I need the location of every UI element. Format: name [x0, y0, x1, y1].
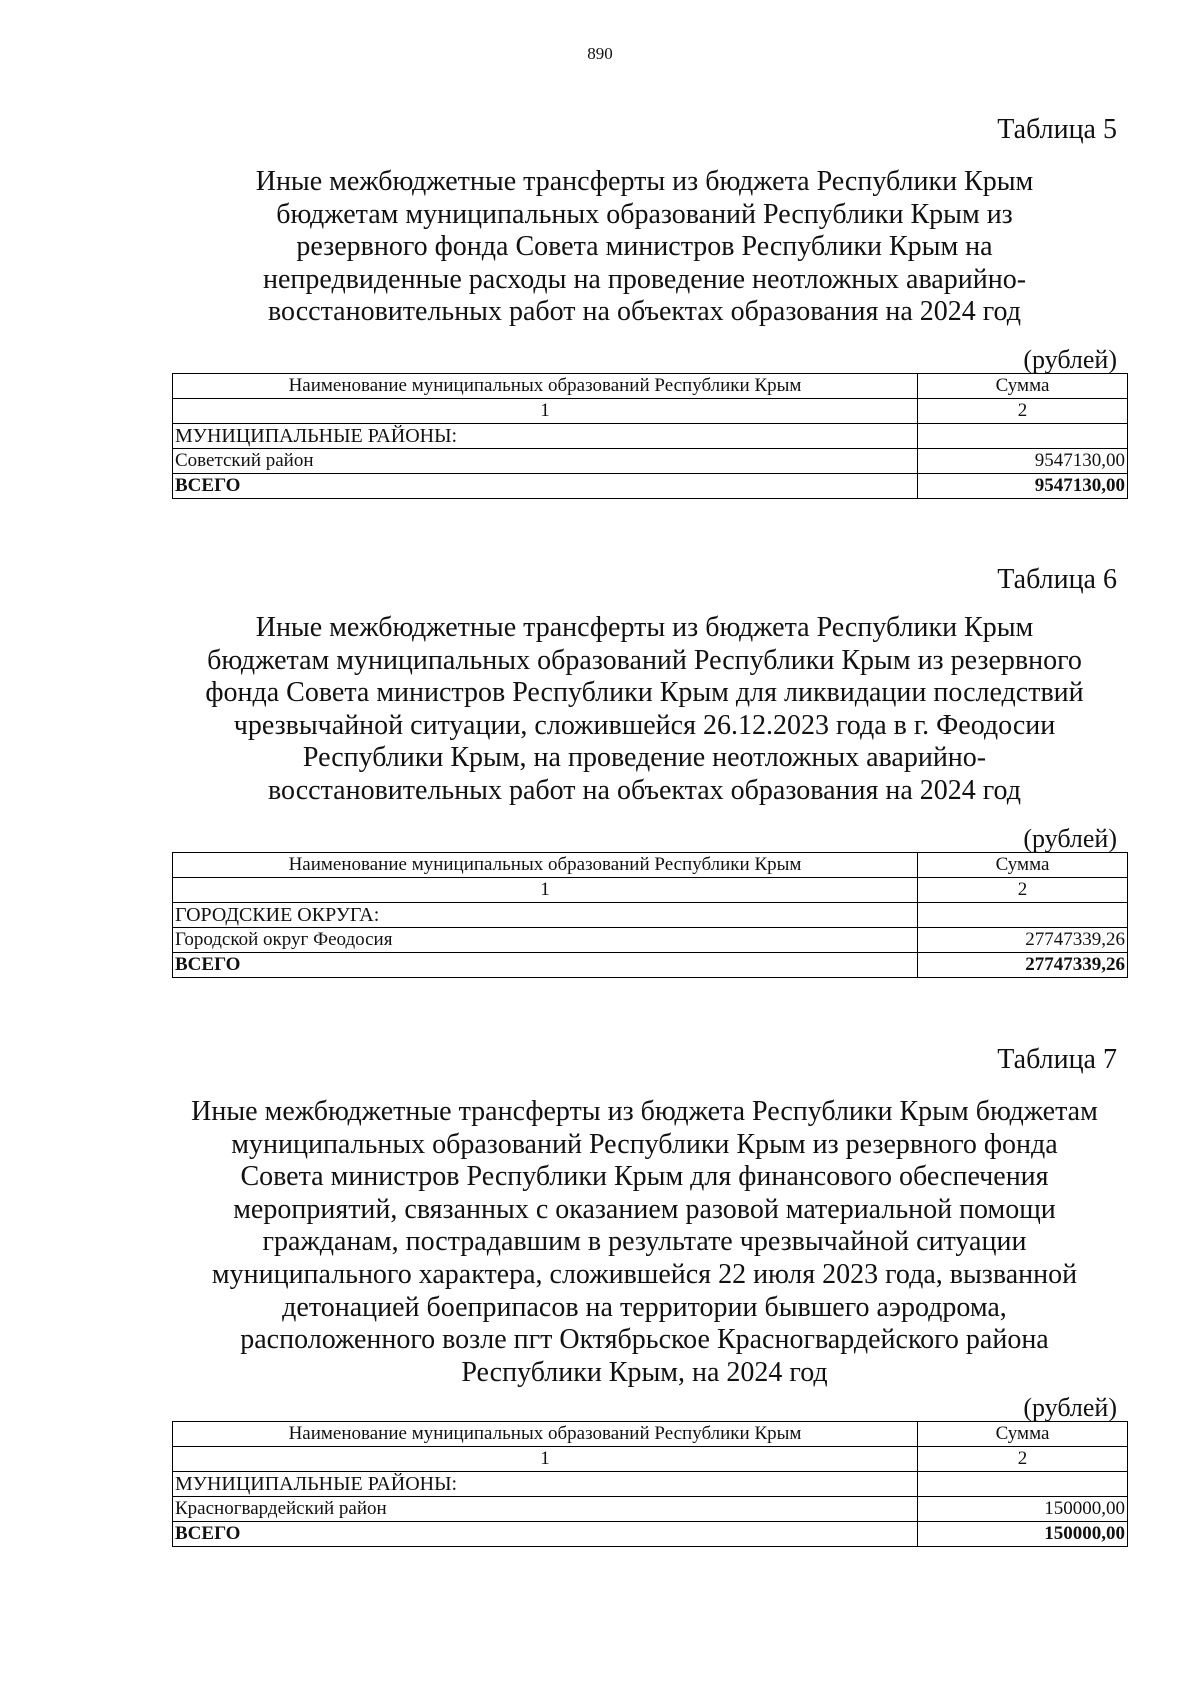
column-number-row: [173, 398, 1128, 423]
row-name: Красногвардейский район: [173, 1497, 918, 1522]
data-table: [172, 852, 1128, 978]
column-number-row: [173, 877, 1128, 902]
total-sum: 27747339,26: [918, 952, 1128, 977]
units-label: (рублей): [1023, 823, 1117, 853]
total-row: [173, 1522, 1128, 1547]
row-sum: 150000,00: [918, 1497, 1128, 1522]
column-number-row: [173, 1447, 1128, 1472]
table-row: [173, 448, 1128, 473]
table-title: Иные межбюджетные трансферты из бюджета Республики Крым бюджетам муниципальных образований Республики Крым из резервного фонда Совета министров Республики Крым для финансового обеспечения мероприятий, связанных с оказанием разовой материальной помощи гражданам, пострадавшим в результате чрезвычайной ситуации муниципального характера, сложившейся 22 июля 2023 года, вызванной детонацией боеприпасов на территории бывшего аэродрома, расположенного возле пгт Октябрьское Красногвардейского района Республики Крым, на 2024 год: [191, 1096, 1098, 1388]
total-label: ВСЕГО: [173, 1522, 918, 1547]
table-title: Иные межбюджетные трансферты из бюджета Республики Крым бюджетам муниципальных образований Республики Крым из резервного фонда Совета министров Республики Крым для ликвидации последствий чрезвычайной ситуации, сложившейся 26.12.2023 года в г. Феодосии Республики Крым, на проведение неотложных аварийно-восстановительных работ на объектах образования на 2024 год: [205, 612, 1084, 806]
total-row: [173, 473, 1128, 498]
header-name-col: Наименование муниципальных образований Республики Крым: [173, 1422, 918, 1447]
row-sum: 9547130,00: [918, 448, 1128, 473]
column-number-2: 2: [918, 1447, 1128, 1472]
total-sum: 9547130,00: [918, 473, 1128, 498]
table-label: Таблица 7: [997, 1044, 1117, 1075]
table-label: Таблица 6: [997, 564, 1117, 595]
table-row: [173, 927, 1128, 952]
table-header-row: [173, 852, 1128, 877]
units-label: (рублей): [1023, 1393, 1117, 1423]
data-table: [172, 373, 1128, 499]
table-header-row: [173, 373, 1128, 398]
total-label: ВСЕГО: [173, 473, 918, 498]
column-number-1: 1: [173, 1447, 918, 1472]
table-label: Таблица 5: [997, 114, 1117, 145]
header-sum-col: Сумма: [918, 373, 1128, 398]
total-sum: 150000,00: [918, 1522, 1128, 1547]
header-sum-col: Сумма: [918, 852, 1128, 877]
group-row: [173, 1472, 1128, 1497]
page-number: 890: [587, 44, 613, 63]
header-name-col: Наименование муниципальных образований Республики Крым: [173, 373, 918, 398]
header-name-col: Наименование муниципальных образований Республики Крым: [173, 852, 918, 877]
column-number-1: 1: [173, 877, 918, 902]
column-number-1: 1: [173, 398, 918, 423]
group-sum-empty: [918, 423, 1128, 448]
table-5-section: [172, 114, 1125, 499]
column-number-2: 2: [918, 398, 1128, 423]
row-name: Городской округ Феодосия: [173, 927, 918, 952]
group-label: МУНИЦИПАЛЬНЫЕ РАЙОНЫ:: [173, 423, 918, 448]
row-sum: 27747339,26: [918, 927, 1128, 952]
group-label: МУНИЦИПАЛЬНЫЕ РАЙОНЫ:: [173, 1472, 918, 1497]
total-label: ВСЕГО: [173, 952, 918, 977]
group-sum-empty: [918, 1472, 1128, 1497]
total-row: [173, 952, 1128, 977]
group-row: [173, 902, 1128, 927]
group-row: [173, 423, 1128, 448]
column-number-2: 2: [918, 877, 1128, 902]
table-header-row: [173, 1422, 1128, 1447]
units-label: (рублей): [1023, 344, 1117, 374]
data-table: [172, 1421, 1128, 1547]
table-6-section: [172, 564, 1125, 978]
table-7-section: [172, 1044, 1125, 1547]
table-title: Иные межбюджетные трансферты из бюджета Республики Крым бюджетам муниципальных образований Республики Крым из резервного фонда Совета министров Республики Крым на непредвиденные расходы на проведение неотложных аварийно-восстановительных работ на объектах образования на 2024 год: [255, 166, 1034, 328]
table-row: [173, 1497, 1128, 1522]
row-name: Советский район: [173, 448, 918, 473]
group-sum-empty: [918, 902, 1128, 927]
header-sum-col: Сумма: [918, 1422, 1128, 1447]
group-label: ГОРОДСКИЕ ОКРУГА:: [173, 902, 918, 927]
